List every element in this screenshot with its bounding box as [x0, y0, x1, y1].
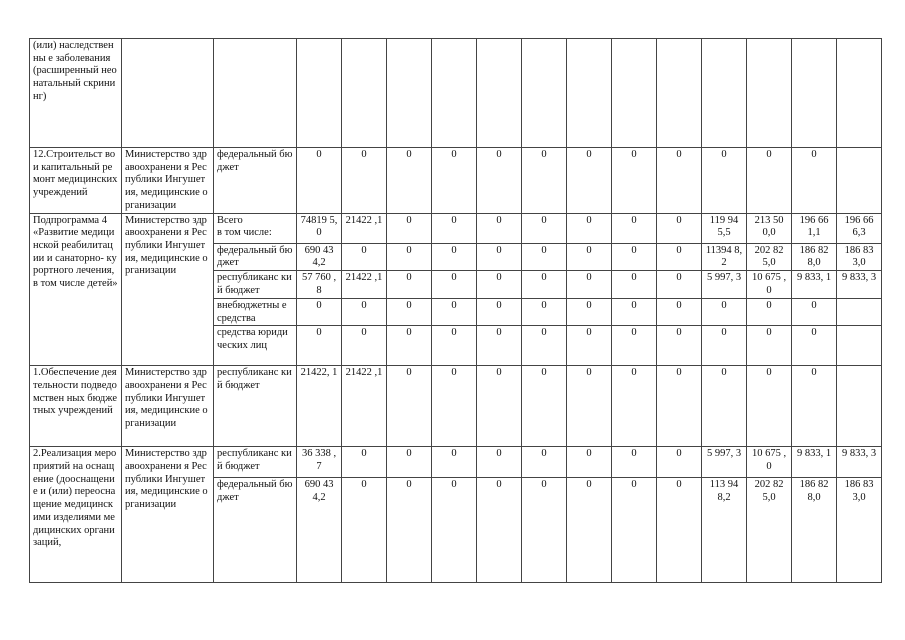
amount-cell: 0 [657, 447, 702, 478]
executor-cell: Министерство здравоохранени я Республики Ингушетия, медицинские организации [122, 213, 214, 366]
funding-source-cell [214, 39, 297, 148]
amount-cell: 0 [612, 298, 657, 325]
amount-cell: 21422 ,1 [342, 213, 387, 243]
amount-cell: 10 675 ,0 [747, 270, 792, 298]
amount-cell: 0 [612, 243, 657, 270]
funding-source-cell: внебюджетны е средства [214, 298, 297, 325]
table-row [30, 39, 882, 148]
amount-cell: 0 [342, 243, 387, 270]
amount-cell: 0 [432, 270, 477, 298]
amount-cell: 0 [747, 148, 792, 214]
program-cell: (или) наследственны е заболевания (расширенный неонатальный скрининг) [30, 39, 122, 148]
amount-cell: 0 [387, 243, 432, 270]
funding-source-cell: Всего в том числе: [214, 213, 297, 243]
amount-cell [837, 298, 882, 325]
amount-cell [837, 366, 882, 447]
amount-cell: 186 82 8,0 [792, 243, 837, 270]
amount-cell: 0 [387, 148, 432, 214]
amount-cell: 21422 ,1 [342, 366, 387, 447]
amount-cell: 0 [657, 270, 702, 298]
amount-cell: 0 [387, 298, 432, 325]
amount-cell: 0 [477, 447, 522, 478]
amount-cell [567, 39, 612, 148]
table-row [30, 366, 882, 447]
executor-cell: Министерство здравоохранени я Республики Ингушетия, медицинские организации [122, 447, 214, 583]
amount-cell: 0 [657, 298, 702, 325]
amount-cell: 0 [567, 148, 612, 214]
amount-cell: 196 66 6,3 [837, 213, 882, 243]
amount-cell: 9 833, 1 [792, 447, 837, 478]
amount-cell: 0 [612, 447, 657, 478]
funding-source-cell: федеральный бюджет [214, 148, 297, 214]
amount-cell: 0 [387, 326, 432, 366]
amount-cell: 0 [297, 326, 342, 366]
amount-cell: 0 [477, 366, 522, 447]
amount-cell: 0 [522, 447, 567, 478]
amount-cell: 0 [612, 270, 657, 298]
amount-cell: 0 [702, 366, 747, 447]
amount-cell: 690 43 4,2 [297, 243, 342, 270]
amount-cell: 0 [657, 478, 702, 583]
amount-cell: 0 [522, 478, 567, 583]
amount-cell: 0 [657, 326, 702, 366]
amount-cell: 0 [747, 326, 792, 366]
amount-cell: 196 66 1,1 [792, 213, 837, 243]
amount-cell [612, 39, 657, 148]
amount-cell: 0 [792, 298, 837, 325]
amount-cell: 0 [522, 213, 567, 243]
amount-cell: 5 997, 3 [702, 447, 747, 478]
amount-cell: 0 [432, 298, 477, 325]
amount-cell: 36 338 ,7 [297, 447, 342, 478]
amount-cell: 0 [297, 298, 342, 325]
amount-cell: 0 [387, 270, 432, 298]
amount-cell: 21422 ,1 [342, 270, 387, 298]
amount-cell: 186 82 8,0 [792, 478, 837, 583]
funding-source-cell: республиканс кий бюджет [214, 366, 297, 447]
amount-cell: 0 [432, 447, 477, 478]
program-cell: 1.Обеспечение деятельности подведомствен ных бюджетных учреждений [30, 366, 122, 447]
amount-cell: 9 833, 3 [837, 270, 882, 298]
amount-cell: 0 [747, 298, 792, 325]
amount-cell: 0 [387, 213, 432, 243]
table-row [30, 213, 882, 243]
amount-cell: 0 [567, 270, 612, 298]
amount-cell: 0 [612, 478, 657, 583]
amount-cell: 0 [342, 326, 387, 366]
amount-cell: 0 [792, 366, 837, 447]
amount-cell: 0 [657, 243, 702, 270]
amount-cell: 57 760 ,8 [297, 270, 342, 298]
amount-cell [747, 39, 792, 148]
amount-cell [837, 326, 882, 366]
amount-cell [432, 39, 477, 148]
amount-cell: 0 [657, 148, 702, 214]
amount-cell: 186 83 3,0 [837, 243, 882, 270]
amount-cell: 0 [432, 148, 477, 214]
amount-cell: 9 833, 1 [792, 270, 837, 298]
amount-cell: 0 [522, 270, 567, 298]
amount-cell: 0 [702, 148, 747, 214]
amount-cell: 0 [477, 478, 522, 583]
amount-cell: 0 [792, 148, 837, 214]
amount-cell [387, 39, 432, 148]
amount-cell: 0 [612, 213, 657, 243]
amount-cell: 0 [702, 326, 747, 366]
amount-cell: 186 83 3,0 [837, 478, 882, 583]
amount-cell: 0 [477, 213, 522, 243]
executor-cell: Министерство здравоохранени я Республики Ингушетия, медицинские организации [122, 366, 214, 447]
amount-cell: 0 [387, 447, 432, 478]
amount-cell [522, 39, 567, 148]
funding-source-cell: республиканс кий бюджет [214, 447, 297, 478]
amount-cell: 0 [522, 148, 567, 214]
amount-cell: 0 [567, 478, 612, 583]
amount-cell: 0 [567, 243, 612, 270]
amount-cell: 0 [612, 366, 657, 447]
amount-cell: 0 [432, 366, 477, 447]
amount-cell: 0 [522, 366, 567, 447]
budget-table [29, 38, 882, 583]
amount-cell [837, 39, 882, 148]
amount-cell: 0 [567, 326, 612, 366]
funding-source-cell: федеральный бюджет [214, 478, 297, 583]
amount-cell: 0 [387, 478, 432, 583]
amount-cell: 0 [567, 298, 612, 325]
executor-cell [122, 39, 214, 148]
program-cell: Подпрограмма 4 «Развитие медицинской реабилитации и санаторно- курортного лечения, в том числе детей» [30, 213, 122, 366]
amount-cell: 0 [297, 148, 342, 214]
executor-cell: Министерство здравоохранени я Республики Ингушетия, медицинские организации [122, 148, 214, 214]
amount-cell: 0 [342, 298, 387, 325]
amount-cell: 119 94 5,5 [702, 213, 747, 243]
amount-cell: 0 [612, 326, 657, 366]
amount-cell: 0 [567, 447, 612, 478]
amount-cell: 0 [522, 326, 567, 366]
amount-cell: 202 82 5,0 [747, 243, 792, 270]
amount-cell [297, 39, 342, 148]
amount-cell: 0 [477, 270, 522, 298]
amount-cell: 0 [477, 298, 522, 325]
amount-cell: 0 [432, 326, 477, 366]
amount-cell [837, 148, 882, 214]
amount-cell: 10 675 ,0 [747, 447, 792, 478]
amount-cell: 0 [792, 326, 837, 366]
funding-source-cell: средства юридических лиц [214, 326, 297, 366]
amount-cell: 690 43 4,2 [297, 478, 342, 583]
amount-cell: 21422, 1 [297, 366, 342, 447]
amount-cell: 0 [567, 366, 612, 447]
amount-cell: 9 833, 3 [837, 447, 882, 478]
amount-cell [792, 39, 837, 148]
funding-source-cell: республиканс кий бюджет [214, 270, 297, 298]
funding-source-cell: федеральный бюджет [214, 243, 297, 270]
table-row [30, 447, 882, 478]
amount-cell: 213 50 0,0 [747, 213, 792, 243]
program-cell: 12.Строительст во и капитальный ремонт медицинских учреждений [30, 148, 122, 214]
amount-cell: 0 [702, 298, 747, 325]
amount-cell: 0 [522, 298, 567, 325]
amount-cell: 0 [432, 478, 477, 583]
amount-cell: 0 [342, 447, 387, 478]
amount-cell: 0 [477, 243, 522, 270]
amount-cell: 0 [432, 213, 477, 243]
amount-cell: 0 [342, 478, 387, 583]
amount-cell: 5 997, 3 [702, 270, 747, 298]
amount-cell: 0 [567, 213, 612, 243]
amount-cell: 0 [477, 326, 522, 366]
amount-cell: 202 82 5,0 [747, 478, 792, 583]
amount-cell [702, 39, 747, 148]
table-row [30, 148, 882, 214]
amount-cell: 0 [387, 366, 432, 447]
amount-cell: 0 [657, 213, 702, 243]
amount-cell: 0 [342, 148, 387, 214]
amount-cell [342, 39, 387, 148]
amount-cell: 113 94 8,2 [702, 478, 747, 583]
amount-cell [657, 39, 702, 148]
amount-cell: 11394 8,2 [702, 243, 747, 270]
program-cell: 2.Реализация мероприятий на оснащение (дооснащение и (или) переоснащение медицинскими изделиями медицинских организаций, [30, 447, 122, 583]
amount-cell: 0 [612, 148, 657, 214]
amount-cell: 0 [477, 148, 522, 214]
amount-cell [477, 39, 522, 148]
amount-cell: 0 [657, 366, 702, 447]
amount-cell: 0 [747, 366, 792, 447]
amount-cell: 0 [522, 243, 567, 270]
amount-cell: 0 [432, 243, 477, 270]
amount-cell: 74819 5,0 [297, 213, 342, 243]
